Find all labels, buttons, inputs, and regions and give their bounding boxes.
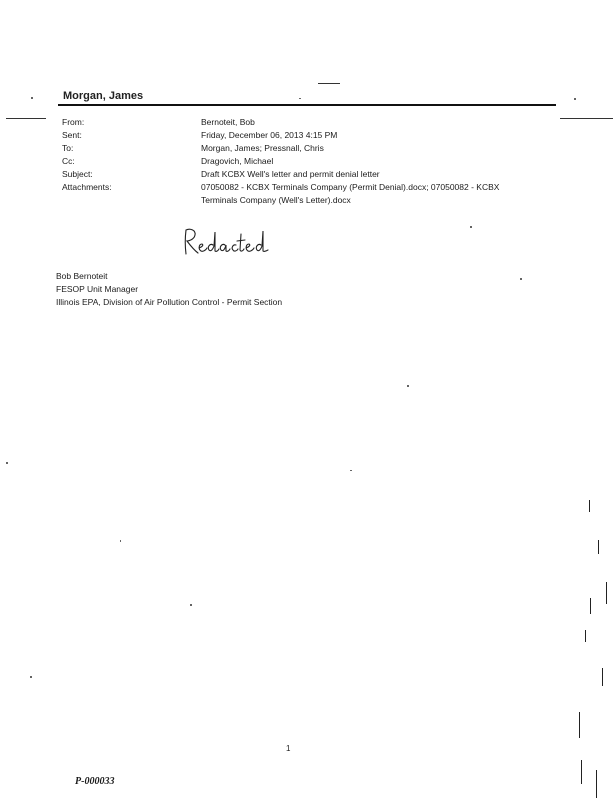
- signature-name: Bob Bernoteit: [56, 271, 108, 281]
- subject-label: Subject:: [62, 169, 93, 179]
- attachments-value: 07050082 - KCBX Terminals Company (Permit Denial).docx; 07050082 - KCBX: [201, 182, 500, 192]
- header-divider-right: [560, 118, 613, 119]
- cc-value: Dragovich, Michael: [201, 156, 274, 166]
- page-number: 1: [286, 744, 291, 753]
- to-label: To:: [62, 143, 74, 153]
- attachments-continued: Terminals Company (Well's Letter).docx: [201, 195, 351, 205]
- sent-label: Sent:: [62, 130, 82, 140]
- bates-number: P-000033: [75, 776, 115, 787]
- from-value: Bernoteit, Bob: [201, 117, 255, 127]
- attachments-label: Attachments:: [62, 182, 112, 192]
- header-divider-left: [6, 118, 46, 119]
- email-header-name: Morgan, James: [63, 90, 144, 102]
- to-value: Morgan, James; Pressnall, Chris: [201, 143, 324, 153]
- cc-label: Cc:: [62, 156, 75, 166]
- header-divider: [58, 104, 556, 106]
- redacted-handwriting: [180, 226, 275, 258]
- signature-block: [56, 270, 282, 309]
- subject-value: Draft KCBX Well's letter and permit denial letter: [201, 169, 380, 179]
- signature-department: Illinois EPA, Division of Air Pollution Control - Permit Section: [56, 297, 283, 307]
- sent-value: Friday, December 06, 2013 4:15 PM: [201, 130, 338, 140]
- from-label: From:: [62, 117, 85, 127]
- signature-title: FESOP Unit Manager: [56, 284, 139, 294]
